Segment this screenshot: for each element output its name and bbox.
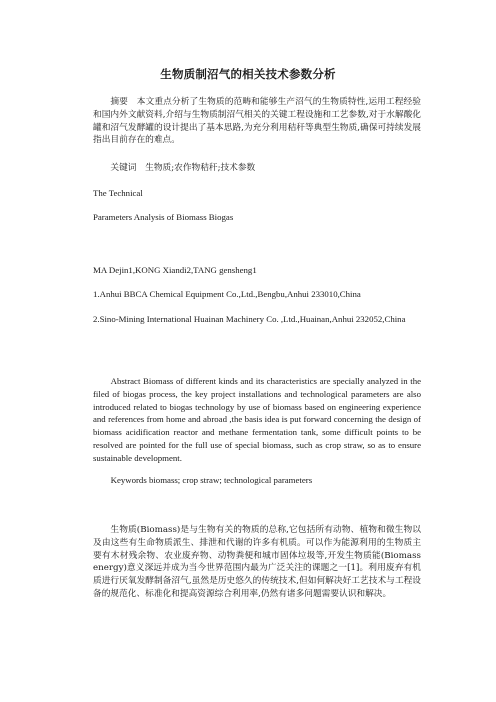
english-title-line-2: Parameters Analysis of Biomass Biogas bbox=[93, 212, 234, 222]
english-abstract: Abstract Biomass of different kinds and its characteristics are specially analyzed in the filed of biogas process, the key project installations and technological parameters are also introduced related to biogas technology by use of biomass based on engineering experience and references from home and abroad ,the basis idea is put forward concerning the design of biomass acidification reactor and methane fermentation tank, some difficult points to be resolved are pointed for the full use of special biomass, such as crop straw, so as to ensure sustainable development. bbox=[93, 376, 421, 463]
chinese-abstract: 摘要 本文重点分析了生物质的范畴和能够生产沼气的生物质特性,运用工程经验和国内外文献资料,介绍与生物质制沼气相关的关键工程设施和工艺参数,对于水解酸化罐和沼气发酵罐的设计提出了基本思路,为充分利用秸秆等典型生物质,确保可持续发展指出目前存在的难点。 bbox=[93, 97, 421, 146]
author-list: MA Dejin1,KONG Xiandi2,TANG gensheng1 bbox=[93, 265, 257, 275]
affiliation-2: 2.Sino-Mining International Huainan Machinery Co. ,Ltd.,Huainan,Anhui 232052,China bbox=[93, 314, 406, 324]
english-title-line-1: The Technical bbox=[93, 188, 143, 198]
english-keywords: Keywords biomass; crop straw; technological parameters bbox=[110, 475, 313, 485]
affiliation-1: 1.Anhui BBCA Chemical Equipment Co.,Ltd.,Bengbu,Anhui 233010,China bbox=[93, 289, 361, 299]
body-paragraph: 生物质(Biomass)是与生物有关的物质的总称,它包括所有动物、植物和微生物以及由这些有生命物质派生、排泄和代谢的许多有机质。可以作为能源利用的生物质主要有木材残余物、农业废弃物、动物粪便和城市固体垃圾等,开发生物质能(Biomass energy)意义深远并成为当今世界范围内最为广泛关注的课题之一[1]。利用废弃有机质进行厌氧发酵制备沼气,虽然是历史悠久的传统技术,但如何解决好工艺技术与工程设备的规范化、标准化和提高资源综合利用率,仍然有诸多问题需要认识和解决。 bbox=[93, 525, 421, 599]
chinese-keywords: 关键词 生物质;农作物秸秆;技术参数 bbox=[110, 163, 256, 173]
document-title: 生物质制沼气的相关技术参数分析 bbox=[160, 67, 336, 81]
